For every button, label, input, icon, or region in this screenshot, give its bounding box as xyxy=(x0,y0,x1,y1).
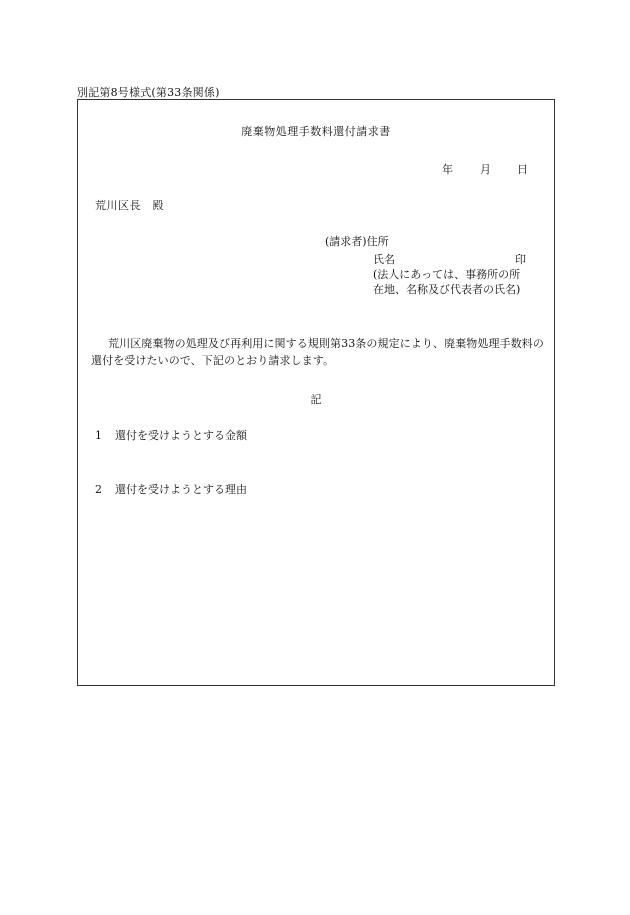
ki-heading: 記 xyxy=(310,393,322,406)
applicant-name-label: 氏名 xyxy=(373,253,395,266)
item-label: 還付を受けようとする金額 xyxy=(115,429,247,442)
date-month-label: 月 xyxy=(480,163,491,176)
item-number: 2 xyxy=(95,483,102,496)
item-refund-reason xyxy=(95,481,247,497)
item-label: 還付を受けようとする理由 xyxy=(115,483,247,496)
form-frame xyxy=(77,99,555,686)
applicant-address-label: (請求者)住所 xyxy=(325,235,389,248)
form-caption: 別記第8号様式(第33条関係) xyxy=(77,86,220,99)
item-number: 1 xyxy=(95,429,102,442)
addressee: 荒川区長 殿 xyxy=(95,199,164,212)
seal-label: 印 xyxy=(515,253,526,266)
item-refund-amount xyxy=(95,427,247,443)
date-day-label: 日 xyxy=(517,163,528,176)
corporate-note-line-1: (法人にあっては、事務所の所 xyxy=(373,268,521,281)
request-statement: 荒川区廃棄物の処理及び再利用に関する規則第33条の規定により、廃棄物処理手数料の還付を受けたいので、下記のとおり請求します。 xyxy=(91,337,544,367)
form-title: 廃棄物処理手数料還付請求書 xyxy=(241,125,391,138)
date-year-label: 年 xyxy=(442,163,453,176)
corporate-note-line-2: 在地、名称及び代表者の氏名) xyxy=(373,283,521,296)
